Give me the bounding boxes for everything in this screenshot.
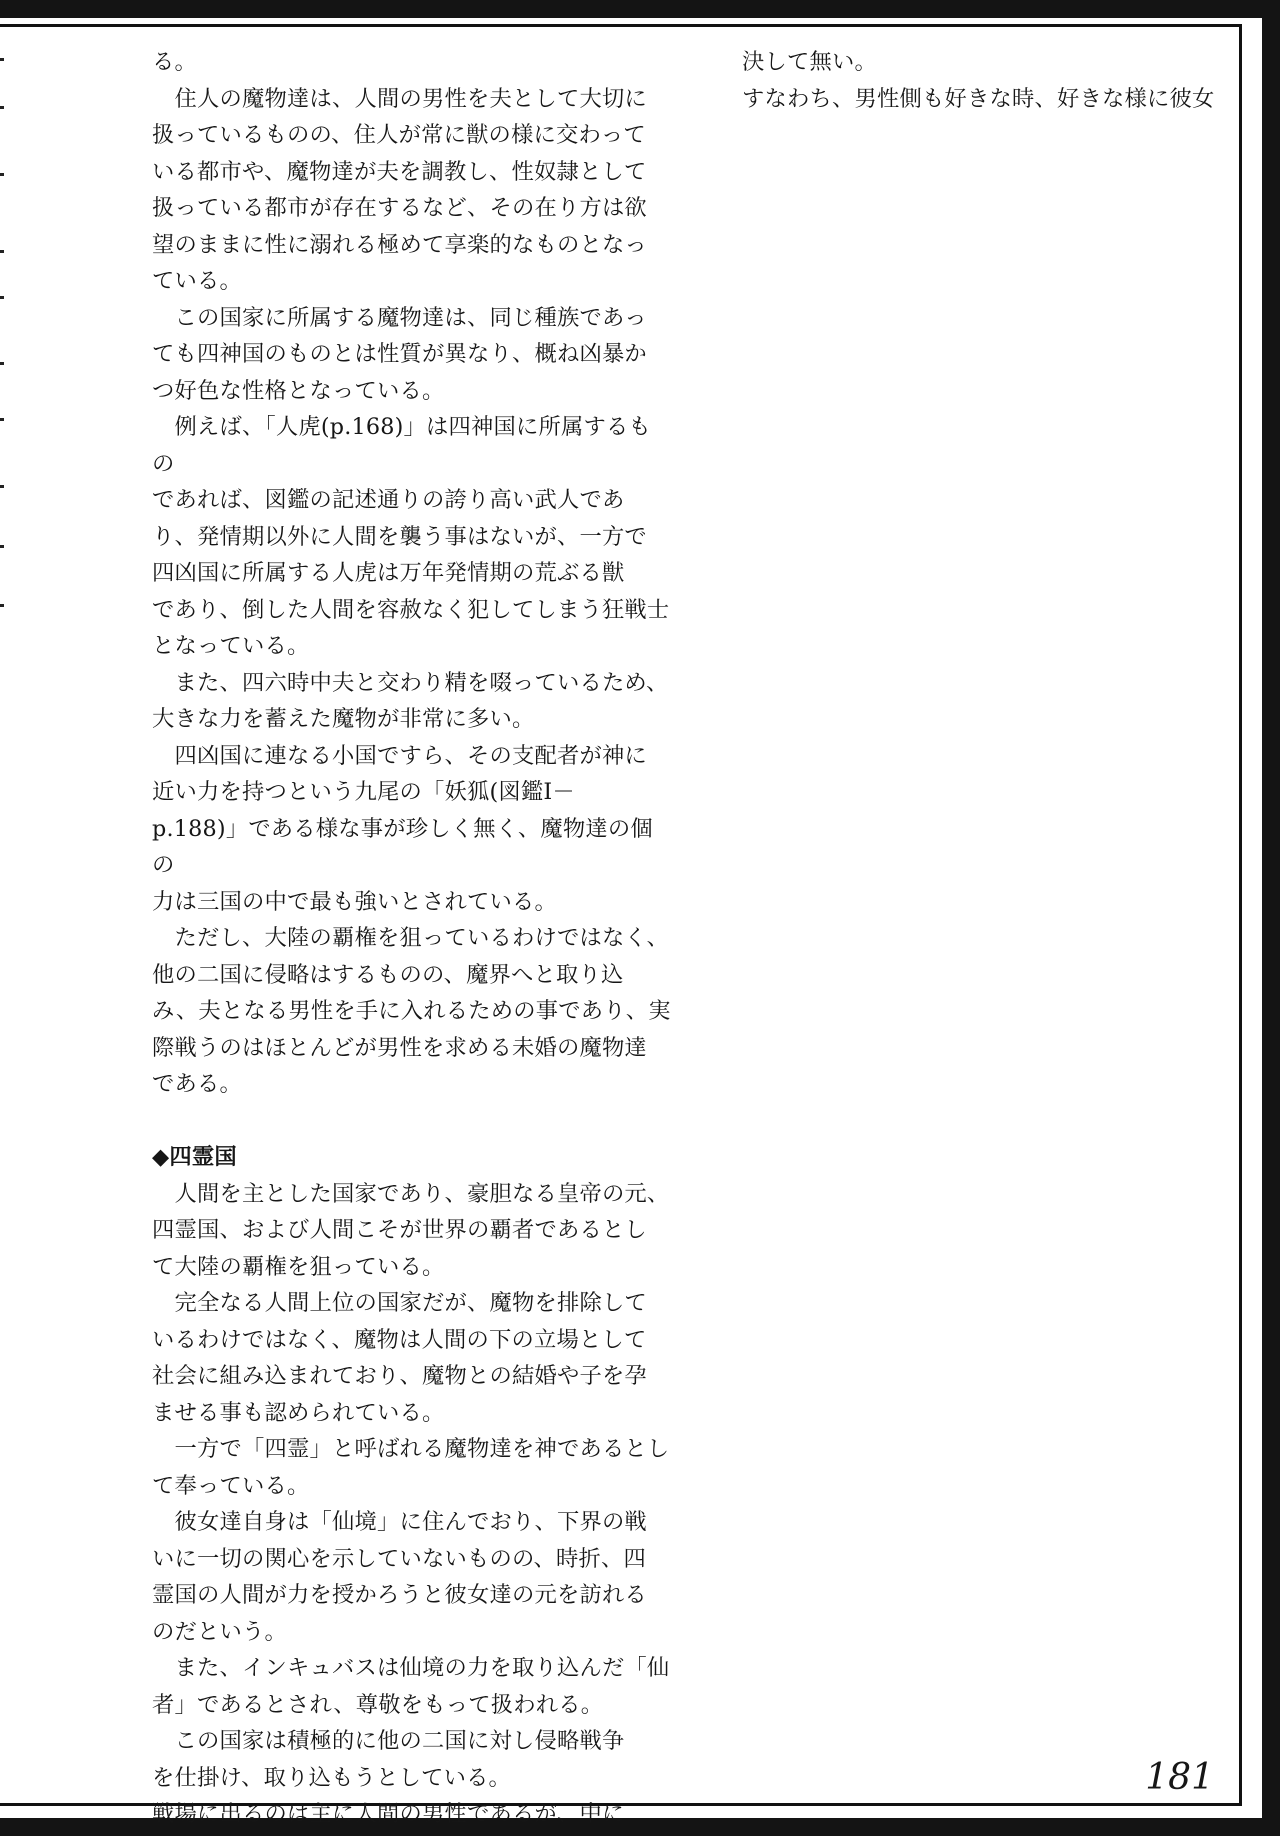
margin-mark xyxy=(0,604,4,607)
margin-mark xyxy=(0,485,4,488)
right-text-column xyxy=(742,44,1242,117)
margin-mark xyxy=(0,106,4,109)
paragraph: ただし、大陸の覇権を狙っているわけではなく、 他の二国に侵略はするものの、魔界へと取り込 み、夫となる男性を手に入れるための事であり、実 際戦うのはほとんどが男性を求める未婚の魔物達 である。 xyxy=(152,925,671,1097)
left-text-column xyxy=(152,44,672,1833)
paragraph: 例えば、「人虎(p.168)」は四神国に所属するもの であれば、図鑑の記述通りの誇り高い武人であ り、発情期以外に人間を襲う事はないが、一方で 四凶国に所属する人虎は万年発情期の荒ぶる獣 であり、倒した人間を容赦なく犯してしまう狂戦士 となっている。 xyxy=(152,414,670,659)
paragraph: 彼女達自身は「仙境」に住んでおり、下界の戦 いに一切の関心を示していないものの、時折、四 霊国の人間が力を授かろうと彼女達の元を訪れる のだという。 xyxy=(152,1509,647,1645)
section-heading: ◆四霊国 xyxy=(152,1144,237,1170)
paragraph: 決して無い。 xyxy=(742,49,877,75)
paragraph: 四凶国に連なる小国ですら、その支配者が神に 近い力を持つという九尾の「妖狐(図鑑Ⅰ－ p.188)」である様な事が珍しく無く、魔物達の個の 力は三国の中で最も強いとされている。 xyxy=(152,742,653,915)
paragraph: また、インキュバスは仙境の力を取り込んだ「仙 者」であるとされ、尊敬をもって扱われる。 xyxy=(152,1655,670,1718)
margin-mark xyxy=(0,418,4,421)
paragraph: 戦場に出るのは主に人間の男性であるが、中に xyxy=(152,1801,625,1827)
paragraph: また、四六時中夫と交わり精を啜っているため、 大きな力を蓄えた魔物が非常に多い。 xyxy=(152,669,669,732)
paragraph: 住人の魔物達は、人間の男性を夫として大切に 扱っているものの、住人が常に獣の様に交わって いる都市や、魔物達が夫を調教し、性奴隷として 扱っている都市が存在するなど、その在り方は欲 望のままに性に溺れる極めて享楽的なものとなっ ている。 xyxy=(152,85,647,294)
paragraph: この国家に所属する魔物達は、同じ種族であっ ても四神国のものとは性質が異なり、概ね凶暴か つ好色な性格となっている。 xyxy=(152,304,647,404)
page-number: 181 xyxy=(1145,1757,1214,1798)
section-gap xyxy=(152,1103,672,1140)
paragraph: る。 xyxy=(152,49,197,75)
margin-mark xyxy=(0,173,4,176)
book-page xyxy=(0,18,1262,1827)
margin-mark xyxy=(0,545,4,548)
paragraph: 一方で「四霊」と呼ばれる魔物達を神であるとし て奉っている。 xyxy=(152,1436,670,1499)
paragraph: この国家は積極的に他の二国に対し侵略戦争 を仕掛け、取り込もうとしている。 xyxy=(152,1728,625,1791)
paragraph: 完全なる人間上位の国家だが、魔物を排除して いるわけではなく、魔物は人間の下の立場として 社会に組み込まれており、魔物との結婚や子を孕 ませる事も認められている。 xyxy=(152,1290,647,1426)
paragraph: 人間を主とした国家であり、豪胆なる皇帝の元、 四霊国、および人間こそが世界の覇者であるとし て大陸の覇権を狙っている。 xyxy=(152,1180,670,1280)
paragraph: すなわち、男性側も好きな時、好きな様に彼女 xyxy=(742,85,1215,112)
margin-mark xyxy=(0,250,4,253)
margin-mark xyxy=(0,58,4,61)
margin-mark xyxy=(0,362,4,365)
margin-mark xyxy=(0,296,4,299)
